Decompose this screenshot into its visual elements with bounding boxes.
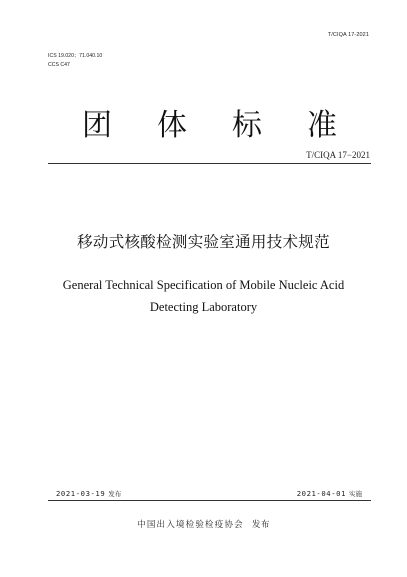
implement-date: 2021-04-01: [296, 489, 346, 498]
publisher-suffix: 发布: [251, 520, 270, 530]
ics-code: ICS 19.020；71.040.10: [48, 53, 103, 59]
doc-number-top: T/CIQA 17-2021: [327, 32, 369, 38]
implement-label: 实施: [349, 490, 362, 498]
publisher-line: [0, 518, 407, 530]
standard-type-char: 准: [307, 108, 337, 143]
title-chinese: 移动式核酸检测实验室通用技术规范: [77, 233, 330, 251]
publish-date: 2021-03-19: [56, 489, 106, 498]
implement-date-group: [297, 489, 362, 498]
publish-date-group: [56, 489, 121, 498]
standard-type-char: 体: [157, 108, 187, 143]
title-english: [30, 274, 377, 318]
standard-type-char: 团: [82, 108, 112, 143]
classification-codes: [48, 52, 102, 70]
header-divider: [48, 163, 371, 164]
publish-label: 发布: [108, 490, 122, 498]
standard-type-char: 标: [232, 108, 262, 143]
ccs-code: CCS C47: [48, 62, 70, 68]
date-row: [56, 489, 362, 498]
standard-type-heading: [48, 100, 363, 144]
title-english-line-1: General Technical Specification of Mobile Nucleic Acid: [62, 278, 345, 292]
title-english-line-2: Detecting Laboratory: [149, 300, 258, 314]
doc-number-main: T/CIQA 17−2021: [306, 150, 370, 160]
footer-divider: [48, 500, 371, 501]
publisher-name: 中国出入境检验检疫协会: [137, 520, 244, 530]
